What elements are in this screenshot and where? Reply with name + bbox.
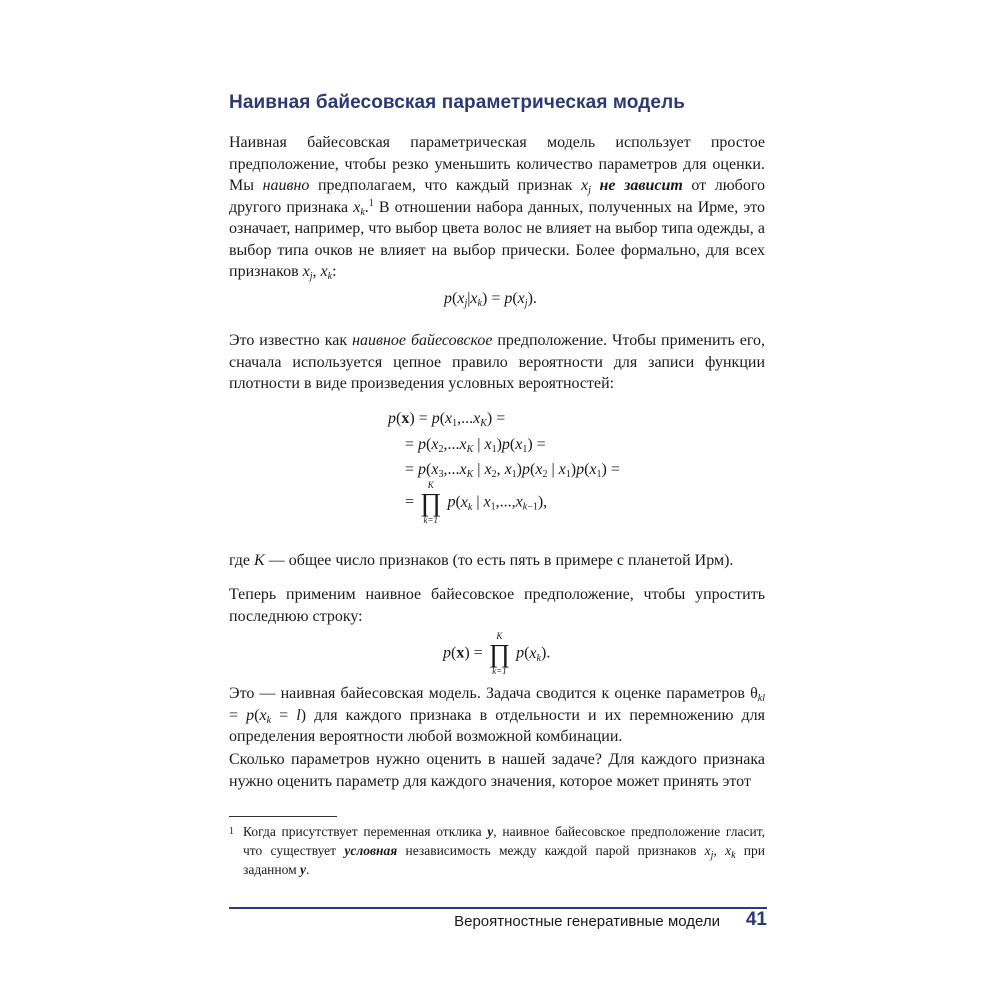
footnote-divider [229,816,337,817]
paragraph-parameters: Это — наивная байесовская модель. Задача сводится к оценке параметров $\theta_{kl} = p(x_k = l)$ для каждого признака в отдельности и их перемножению для определения вероятности любой возможной комбинации. [229,685,766,745]
paragraph-simplify: Теперь применим наивное байесовское предположение, чтобы упростить последнюю строку: [229,586,765,625]
paragraph-count-question: Сколько параметров нужно оценить в нашей задаче? Для каждого признака нужно оценить параметр для каждого значения, которое может принять этот [229,751,765,790]
footnote [229,822,765,879]
running-footer-title: Вероятностные генеративные модели [454,913,720,930]
footer-divider [229,907,767,909]
section-heading: Наивная байесовская параметрическая модель [229,92,686,113]
page-number: 41 [745,909,767,930]
paragraph-naive-assumption: Это известно как наивное байесовское предположение. Чтобы применить его, сначала используется цепное правило вероятности для записи функции плотности в виде произведения условных вероятностей: [229,332,766,392]
paragraph-intro: Наивная байесовская параметрическая модель использует простое предположение, чтобы резко уменьшить количество параметров для оценки. Мы наивно предполагаем, что каждый признак $x_j$ не зависит от любого другого признака $x_k.^1$ В отношении набора данных, полученных на Ирме, это означает, например, что выбор цвета волос не влияет на выбор типа одежды, а выбор типа очков не влияет на выбор прически. Более формально, для всех признаков $x_j$, $x_k$: [229,134,766,282]
equation-chain-line4: = K ∏ k=1 $p(x_k$ | $x_1,...,x_{k-1}$), [405,480,548,525]
paragraph-K-definition: где K — общее число признаков (то есть пять в примере с планетой Ирм). [229,552,734,569]
equation-naive-model: p(x) = K ∏ k=1 $p(x_k)$. [443,631,551,676]
equation-chain-line3: = $p(x_3,...x_K$ | $x_2$, $x_1)p(x_2$ | $x_1)p(x_1)$ = [405,461,620,480]
footnote-ref: 1 [368,197,374,209]
equation-chain-line1: $p(x) = p(x_1,...x_K)$ = [388,410,506,429]
footnote-text: Когда присутствует переменная отклика y, наивное байесовское предположение гласит, что существует условная независимость между каждой парой признаков $x_j$, $x_k$ при заданном y. [243,824,766,877]
equation-chain-line2: = $p(x_2,...x_K$ | $x_1)p(x_1)$ = [405,436,546,455]
footnote-mark: 1 [229,826,234,837]
equation-independence: $p(x_j|x_k) = p(x_j)$. [444,290,537,309]
